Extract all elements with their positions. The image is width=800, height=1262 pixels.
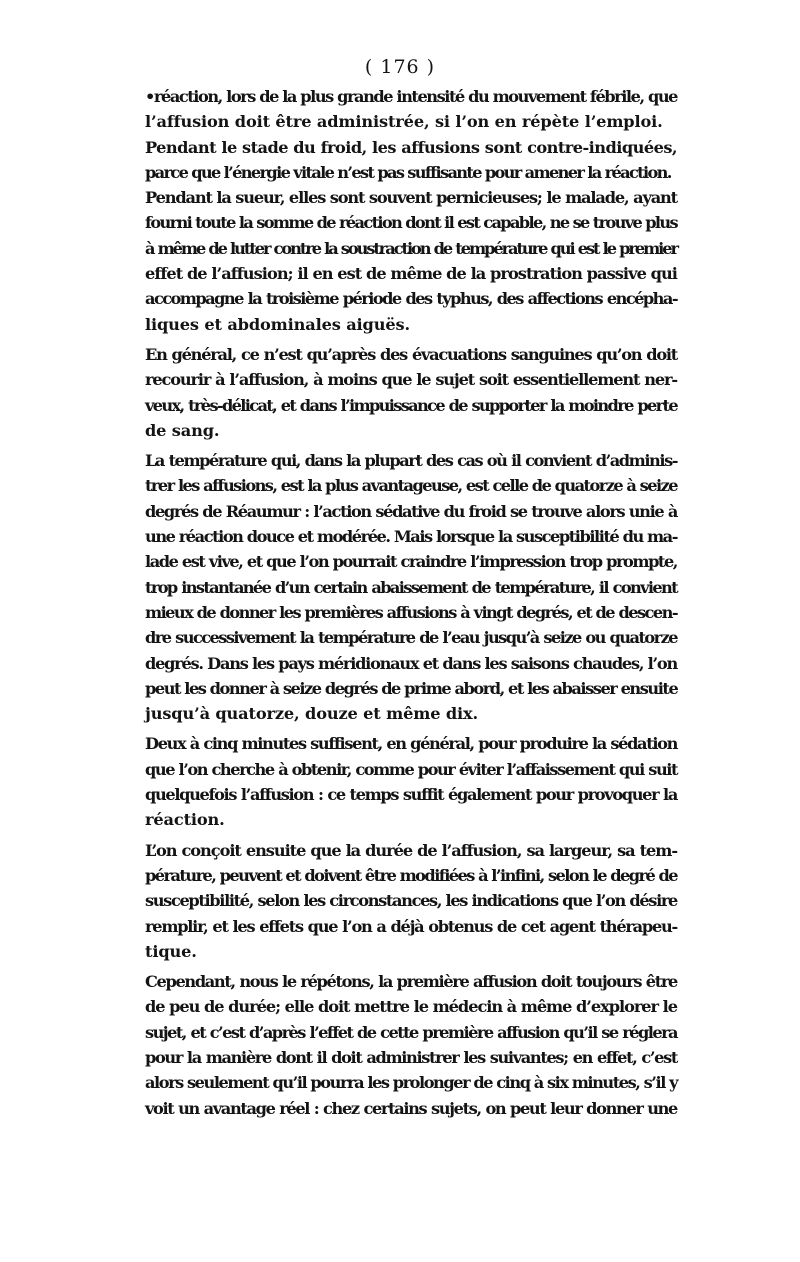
text-line: remplir, et les effets que l’on a déjà obtenus de cet agent thérapeu- xyxy=(145,916,677,936)
text-line: réaction. xyxy=(145,810,225,830)
text-line: degrés. Dans les pays méridionaux et dans les saisons chaudes, l’on xyxy=(145,653,677,673)
text-line: accompagne la troisième période des typhus, des affections encépha- xyxy=(145,289,677,309)
text-line: alors seulement qu’il pourra les prolonger de cinq à six minutes, s’il y xyxy=(145,1073,678,1093)
text-line: voit un avantage réel : chez certains sujets, on peut leur donner une xyxy=(145,1098,677,1118)
text-line: liques et abdominales aiguës. xyxy=(145,314,410,334)
text-line: mieux de donner les premières affusions à vingt degrés, et de descen- xyxy=(145,602,677,622)
text-line: Pendant le stade du froid, les affusions sont contre-indiquées, xyxy=(145,137,677,157)
text-line: L’on conçoit ensuite que la durée de l’affusion, sa largeur, sa tem- xyxy=(145,840,677,860)
text-line: sujet, et c’est d’après l’effet de cette première affusion qu’il se réglera xyxy=(145,1022,677,1042)
body-text xyxy=(145,84,677,1121)
text-line: tique. xyxy=(145,941,197,961)
paragraph xyxy=(145,448,677,726)
paragraph xyxy=(145,969,677,1121)
text-line: peut les donner à seize degrés de prime abord, et les abaisser ensuite xyxy=(145,678,678,698)
text-line: quelquefois l’affusion : ce temps suffit également pour provoquer la xyxy=(145,785,677,805)
text-line: que l’on cherche à obtenir, comme pour éviter l’affaissement qui suit xyxy=(145,759,677,779)
text-line: effet de l’affusion; il en est de même de la prostration passive qui xyxy=(145,264,677,284)
paragraph xyxy=(145,135,677,186)
text-line: parce que l’énergie vitale n’est pas suffisante pour amener la réaction. xyxy=(145,162,671,182)
paragraph xyxy=(145,838,677,964)
text-line: trer les affusions, est la plus avantageuse, est celle de quatorze à seize xyxy=(145,476,677,496)
paragraph xyxy=(145,342,677,443)
text-line: fourni toute la somme de réaction dont il est capable, ne se trouve plus xyxy=(145,213,677,233)
text-line: à même de lutter contre la soustraction de température qui est le premier xyxy=(145,238,677,258)
text-line: veux, très-délicat, et dans l’impuissance de supporter la moindre perte xyxy=(145,395,677,415)
text-line: degrés de Réaumur : l’action sédative du froid se trouve alors unie à xyxy=(145,501,677,521)
text-line: de peu de durée; elle doit mettre le médecin à même d’explorer le xyxy=(145,997,677,1017)
text-line: Pendant la sueur, elles sont souvent pernicieuses; le malade, ayant xyxy=(145,188,677,208)
text-line: En général, ce n’est qu’après des évacuations sanguines qu’on doit xyxy=(145,344,677,364)
text-line: Cependant, nous le répétons, la première affusion doit toujours être xyxy=(145,972,677,992)
text-line: recourir à l’affusion, à moins que le sujet soit essentiellement ner- xyxy=(145,370,677,390)
text-line: •réaction, lors de la plus grande intensité du mouvement fébrile, que xyxy=(145,87,677,106)
text-line: Deux à cinq minutes suffisent, en général, pour produire la sédation xyxy=(145,734,677,754)
text-line: dre successivement la température de l’eau jusqu’à seize ou quatorze xyxy=(145,628,677,648)
text-line: susceptibilité, selon les circonstances, les indications que l’on désire xyxy=(145,891,677,911)
text-line: pérature, peuvent et doivent être modifiées à l’infini, selon le degré de xyxy=(145,865,677,885)
text-line: lade est vive, et que l’on pourrait craindre l’impression trop prompte, xyxy=(145,552,677,572)
text-line: une réaction douce et modérée. Mais lorsque la susceptibilité du ma- xyxy=(145,527,677,547)
text-line: l’affusion doit être administrée, si l’on en répète l’emploi. xyxy=(145,112,663,132)
page-number: ( 176 ) xyxy=(364,56,436,78)
paragraph xyxy=(145,84,677,135)
paragraph xyxy=(145,185,677,337)
text-line: pour la manière dont il doit administrer les suivantes; en effet, c’est xyxy=(145,1047,677,1067)
text-line: jusqu’à quatorze, douze et même dix. xyxy=(145,704,478,724)
text-line: de sang. xyxy=(145,420,220,440)
paragraph xyxy=(145,731,677,832)
text-line: trop instantanée d’un certain abaissement de température, il convient xyxy=(145,577,677,597)
text-line: La température qui, dans la plupart des cas où il convient d’adminis- xyxy=(145,451,677,471)
